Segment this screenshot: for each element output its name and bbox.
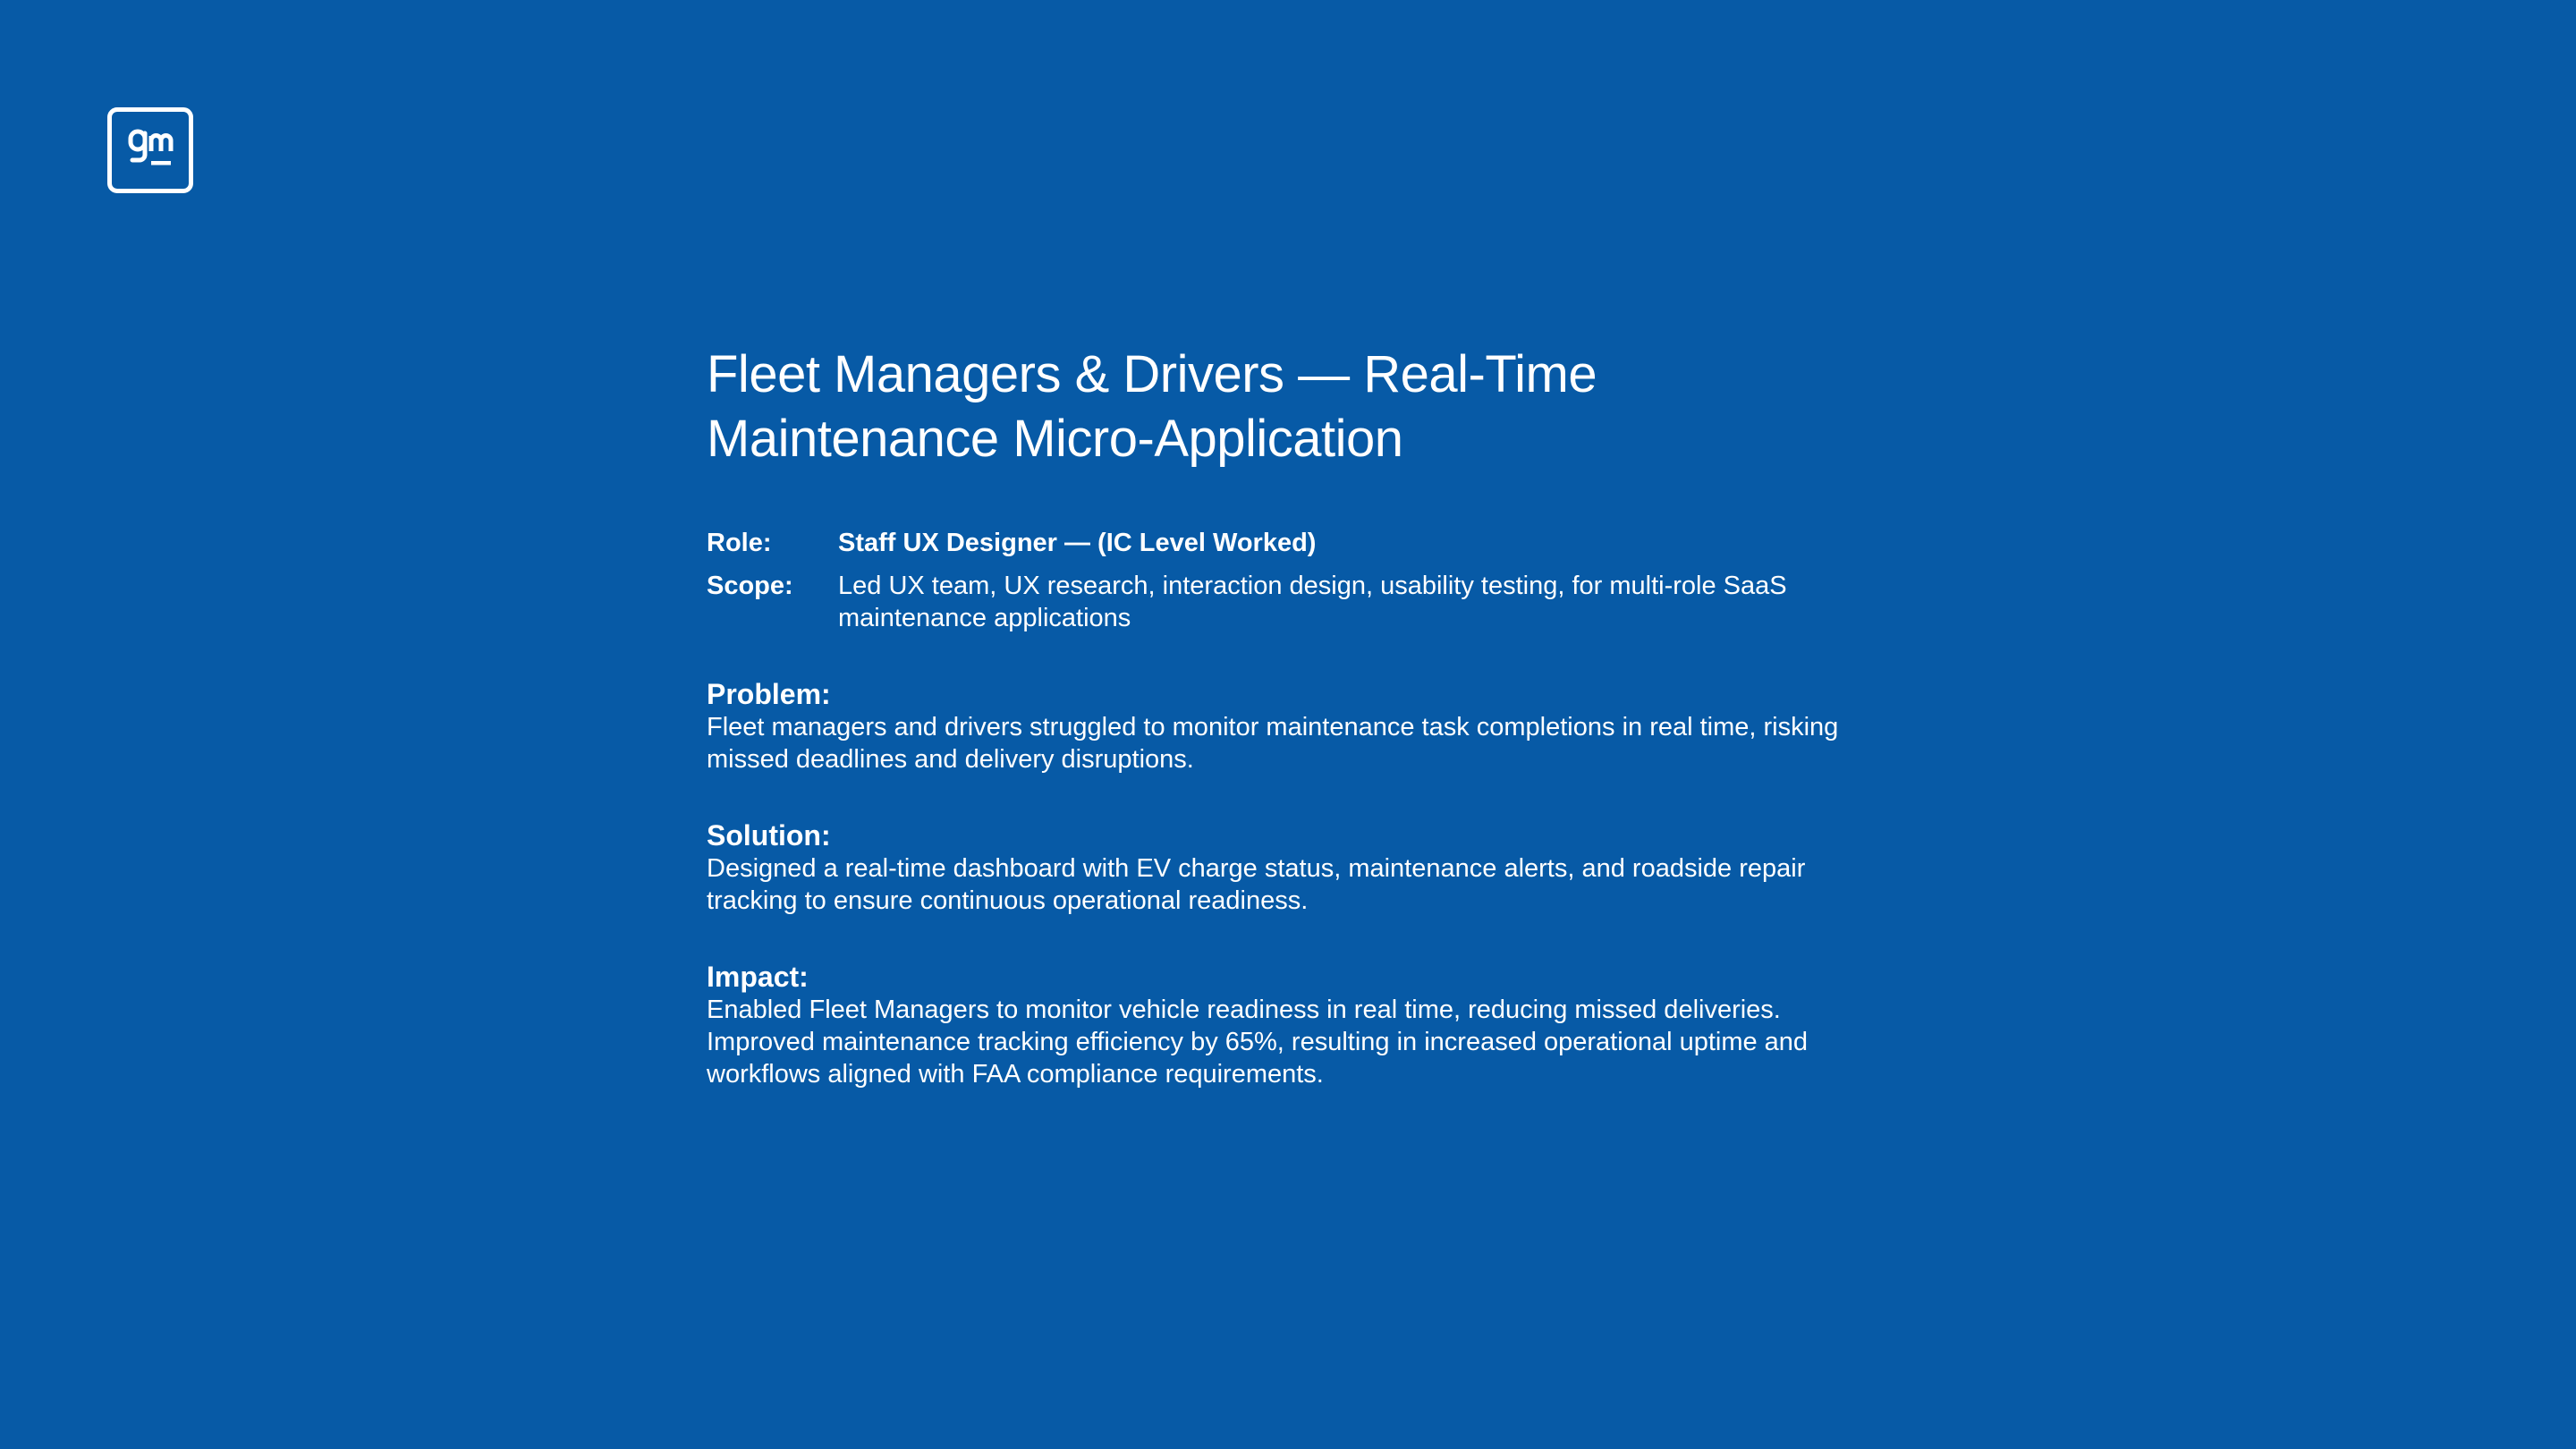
impact-section <box>707 960 1878 1090</box>
gm-logo-mark <box>121 123 180 178</box>
problem-section <box>707 677 1878 775</box>
role-row <box>707 527 1878 559</box>
page-title: Fleet Managers & Drivers — Real-Time Maintenance Micro-Application <box>707 345 1597 468</box>
scope-value: Led UX team, UX research, interaction design, usability testing, for multi-role SaaS maintenance applications <box>838 572 1787 632</box>
solution-section <box>707 818 1878 917</box>
impact-heading: Impact: <box>707 961 809 993</box>
problem-body: Fleet managers and drivers struggled to monitor maintenance task completions in real time, risking missed deadlines and delivery disruptions. <box>707 713 1839 774</box>
gm-logo <box>107 107 193 193</box>
scope-label: Scope: <box>707 572 793 600</box>
case-study-content <box>707 343 1878 1090</box>
role-label: Role: <box>707 529 772 557</box>
role-value: Staff UX Designer — (IC Level Worked) <box>838 529 1317 557</box>
solution-heading: Solution: <box>707 819 831 852</box>
problem-heading: Problem: <box>707 678 831 710</box>
project-meta <box>707 527 1878 634</box>
impact-body: Enabled Fleet Managers to monitor vehicle readiness in real time, reducing missed deliveries. Improved maintenance tracking efficiency by 65%, resulting in increased operational uptime and workflows aligned with FAA compliance requirements. <box>707 996 1809 1089</box>
solution-body: Designed a real-time dashboard with EV charge status, maintenance alerts, and roadside repair tracking to ensure continuous operational readiness. <box>707 854 1806 915</box>
scope-row <box>707 570 1878 634</box>
